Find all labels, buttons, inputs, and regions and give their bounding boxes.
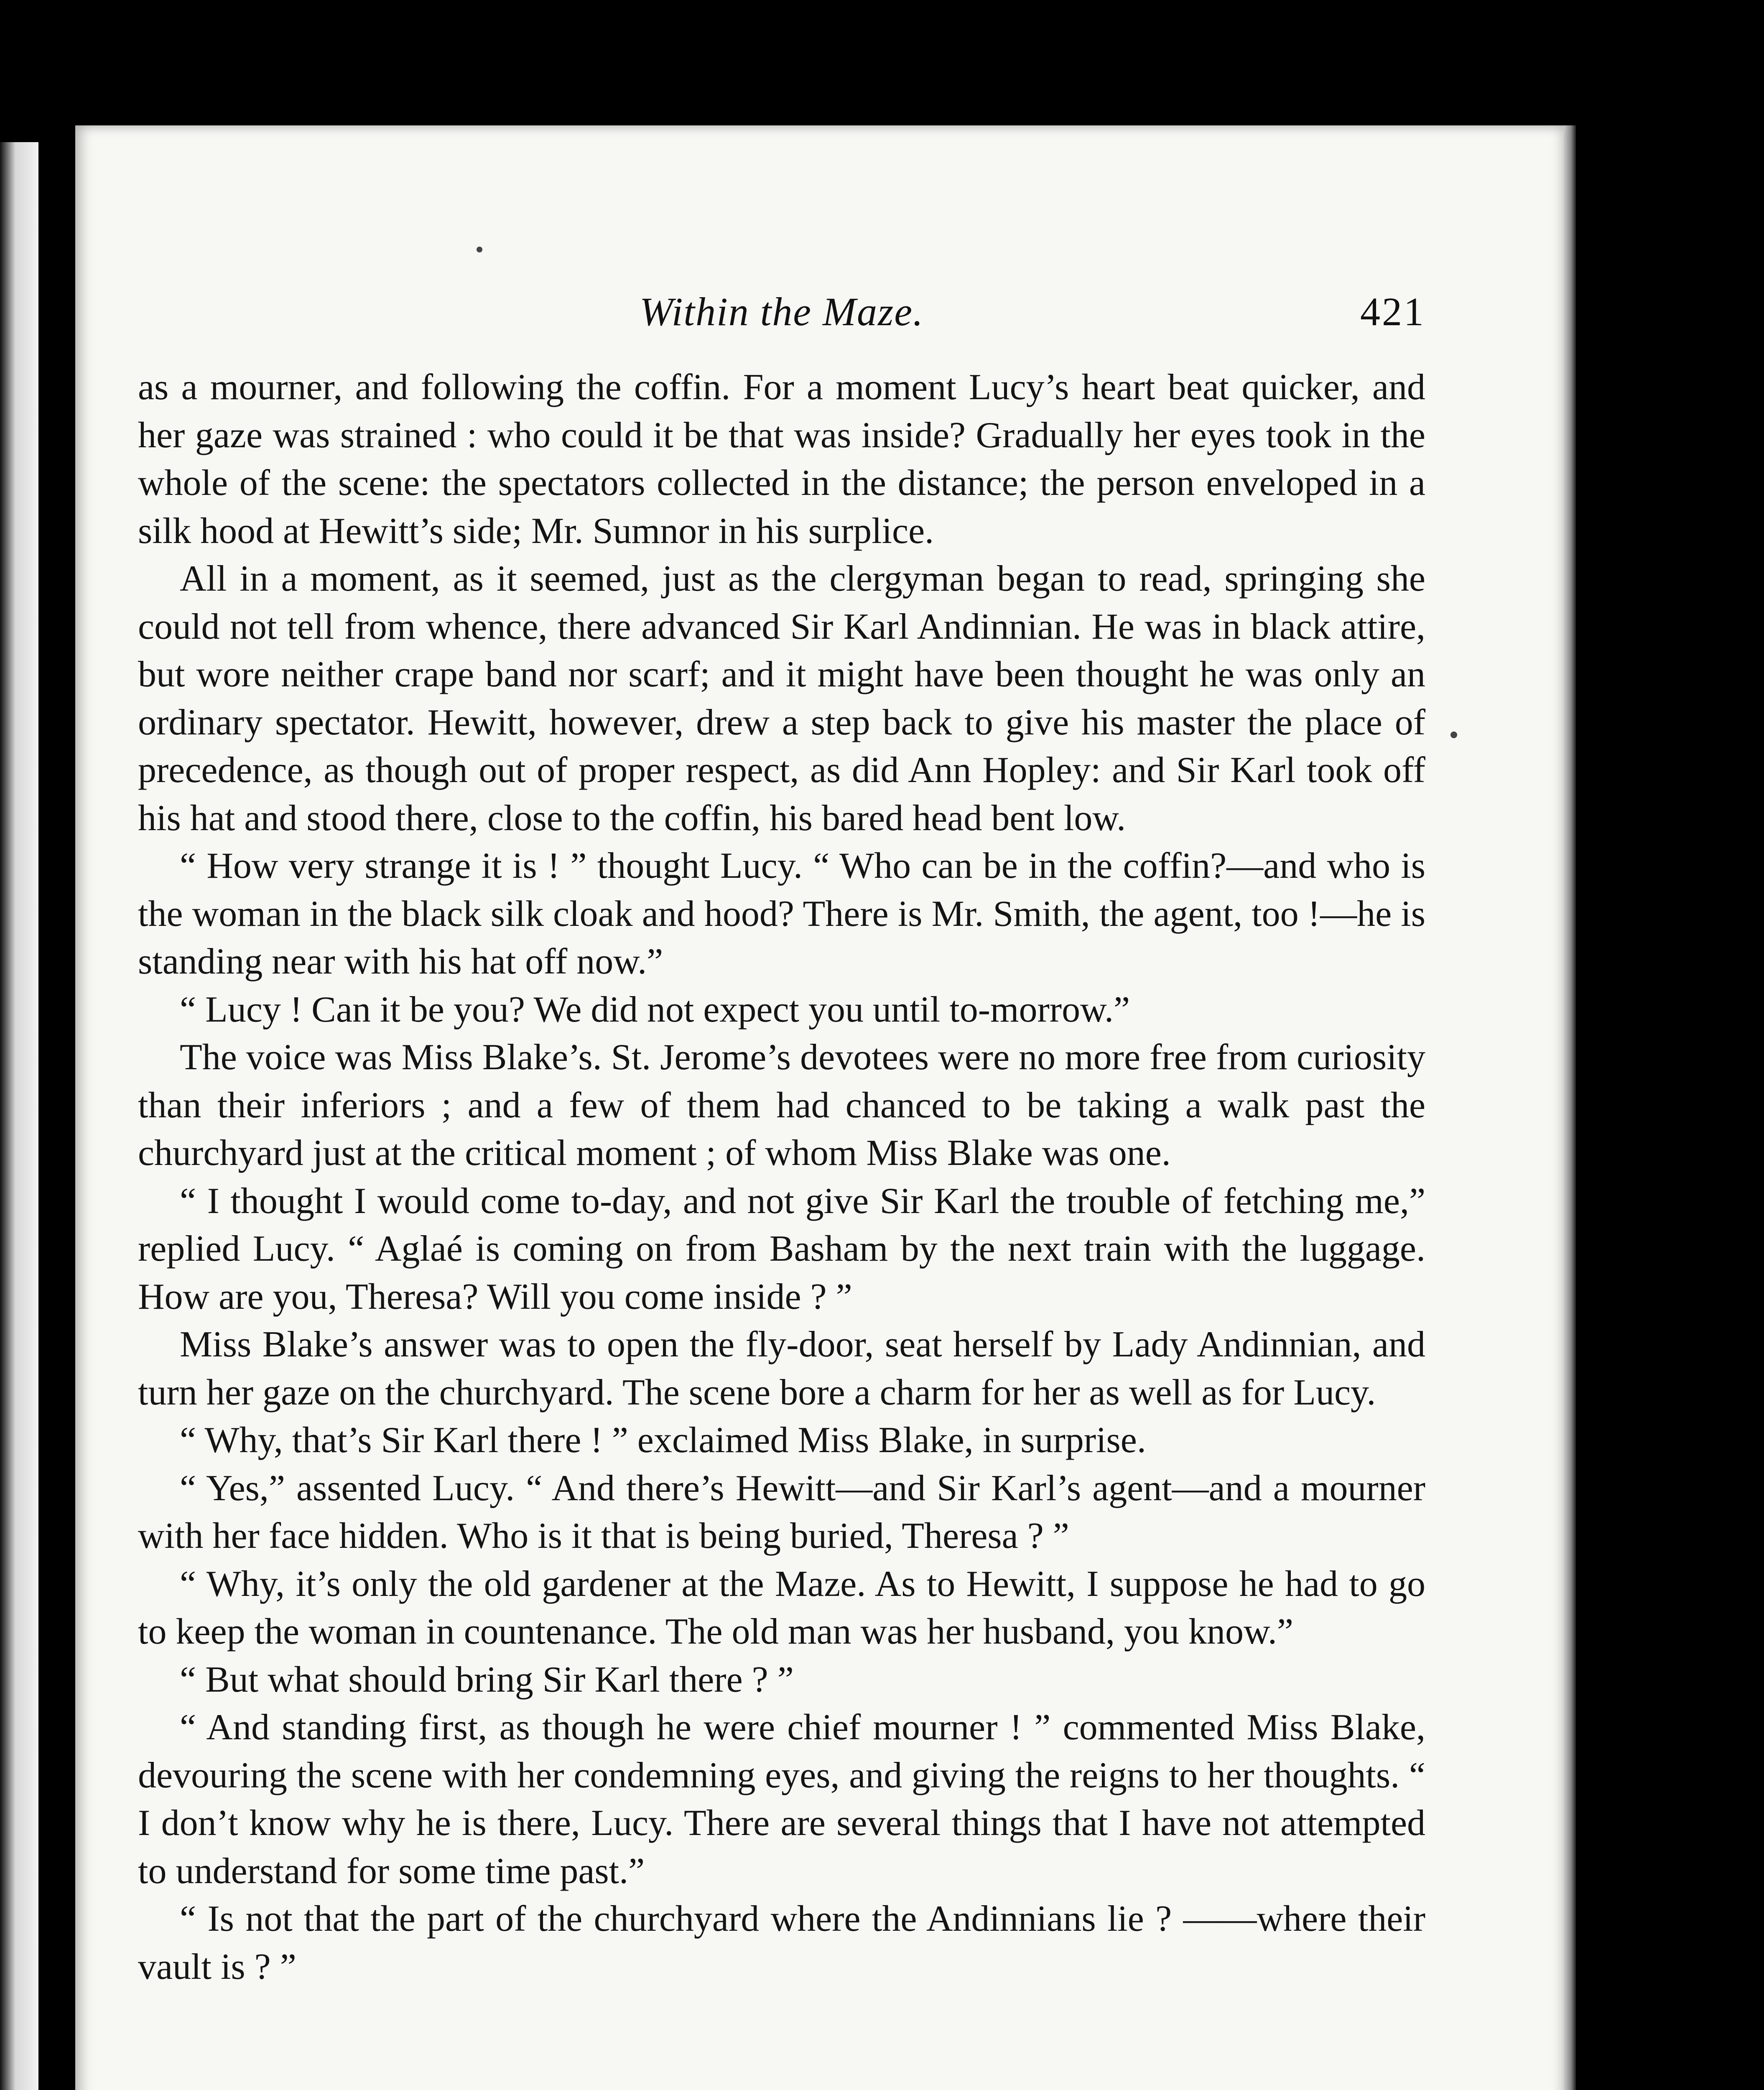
paragraph: “ Lucy ! Can it be you? We did not expect you until to-morrow.” <box>180 989 1130 1030</box>
paragraph: All in a moment, as it seemed, just as the clergyman began to read, springing she could not tell from whence, there advanced Sir Karl Andinnian. He was in black attire, but wore neither crape band nor scarf; and it might have been thought he was only an ordinary spectator. Hewitt, however, drew a step back to give his master the place of precedence, as though out of proper respect, as did Ann Hopley: and Sir Karl took off his hat and stood there, close to the coffin, his bared head bent low. <box>138 558 1425 839</box>
paragraph: “ Yes,” assented Lucy. “ And there’s Hewitt—and Sir Karl’s agent—and a mourner with her face hidden. Who is it that is being buried, Theresa ? ” <box>138 1468 1425 1556</box>
paragraph: Miss Blake’s answer was to open the fly-door, seat herself by Lady Andinnian, and turn her gaze on the churchyard. The scene bore a charm for her as well as for Lucy. <box>138 1324 1425 1413</box>
paragraph: “ Why, that’s Sir Karl there ! ” exclaimed Miss Blake, in surprise. <box>180 1420 1146 1460</box>
body-text <box>138 364 1425 1991</box>
paragraph: “ But what should bring Sir Karl there ? ” <box>180 1659 794 1700</box>
paragraph: “ How very strange it is ! ” thought Lucy. “ Who can be in the coffin?—and who is the woman in the black silk cloak and hood? There is Mr. Smith, the agent, too !—he is standing near with his hat off now.” <box>138 846 1425 982</box>
facing-page-edge <box>0 142 38 2090</box>
scan-speck <box>477 247 482 252</box>
running-head <box>138 288 1425 347</box>
running-title: Within the Maze. <box>640 289 924 334</box>
paragraph: “ And standing first, as though he were chief mourner ! ” commented Miss Blake, devouring the scene with her condemning eyes, and giving the reigns to her thoughts. “ I don’t know why he is there, Lucy. There are several things that I have not attempted to understand for some time past.” <box>138 1707 1425 1891</box>
paragraph: The voice was Miss Blake’s. St. Jerome’s devotees were no more free from curiosity than their inferiors ; and a few of them had chanced to be taking a walk past the churchyard just at the critical moment ; of whom Miss Blake was one. <box>138 1037 1425 1173</box>
paragraph: “ Why, it’s only the old gardener at the Maze. As to Hewitt, I suppose he had to go to keep the woman in countenance. The old man was her husband, you know.” <box>138 1563 1425 1652</box>
page-stack-edge <box>1563 125 1576 2090</box>
paragraph: “ Is not that the part of the churchyard where the Andinnians lie ? ——where their vault is ? ” <box>138 1899 1425 1987</box>
paragraph: as a mourner, and following the coffin. For a moment Lucy’s heart beat quicker, and her gaze was strained : who could it be that was inside? Gradually her eyes took in the whole of the scene: the spectators collected in the distance; the person enveloped in a silk hood at Hewitt’s side; Mr. Sumnor in his surplice. <box>138 367 1425 551</box>
scan-speck <box>1450 732 1457 738</box>
page-number: 421 <box>1360 289 1425 334</box>
paragraph: “ I thought I would come to-day, and not give Sir Karl the trouble of fetching me,” replied Lucy. “ Aglaé is coming on from Basham by the next train with the luggage. How are you, Theresa? Will you come inside ? ” <box>138 1180 1425 1317</box>
